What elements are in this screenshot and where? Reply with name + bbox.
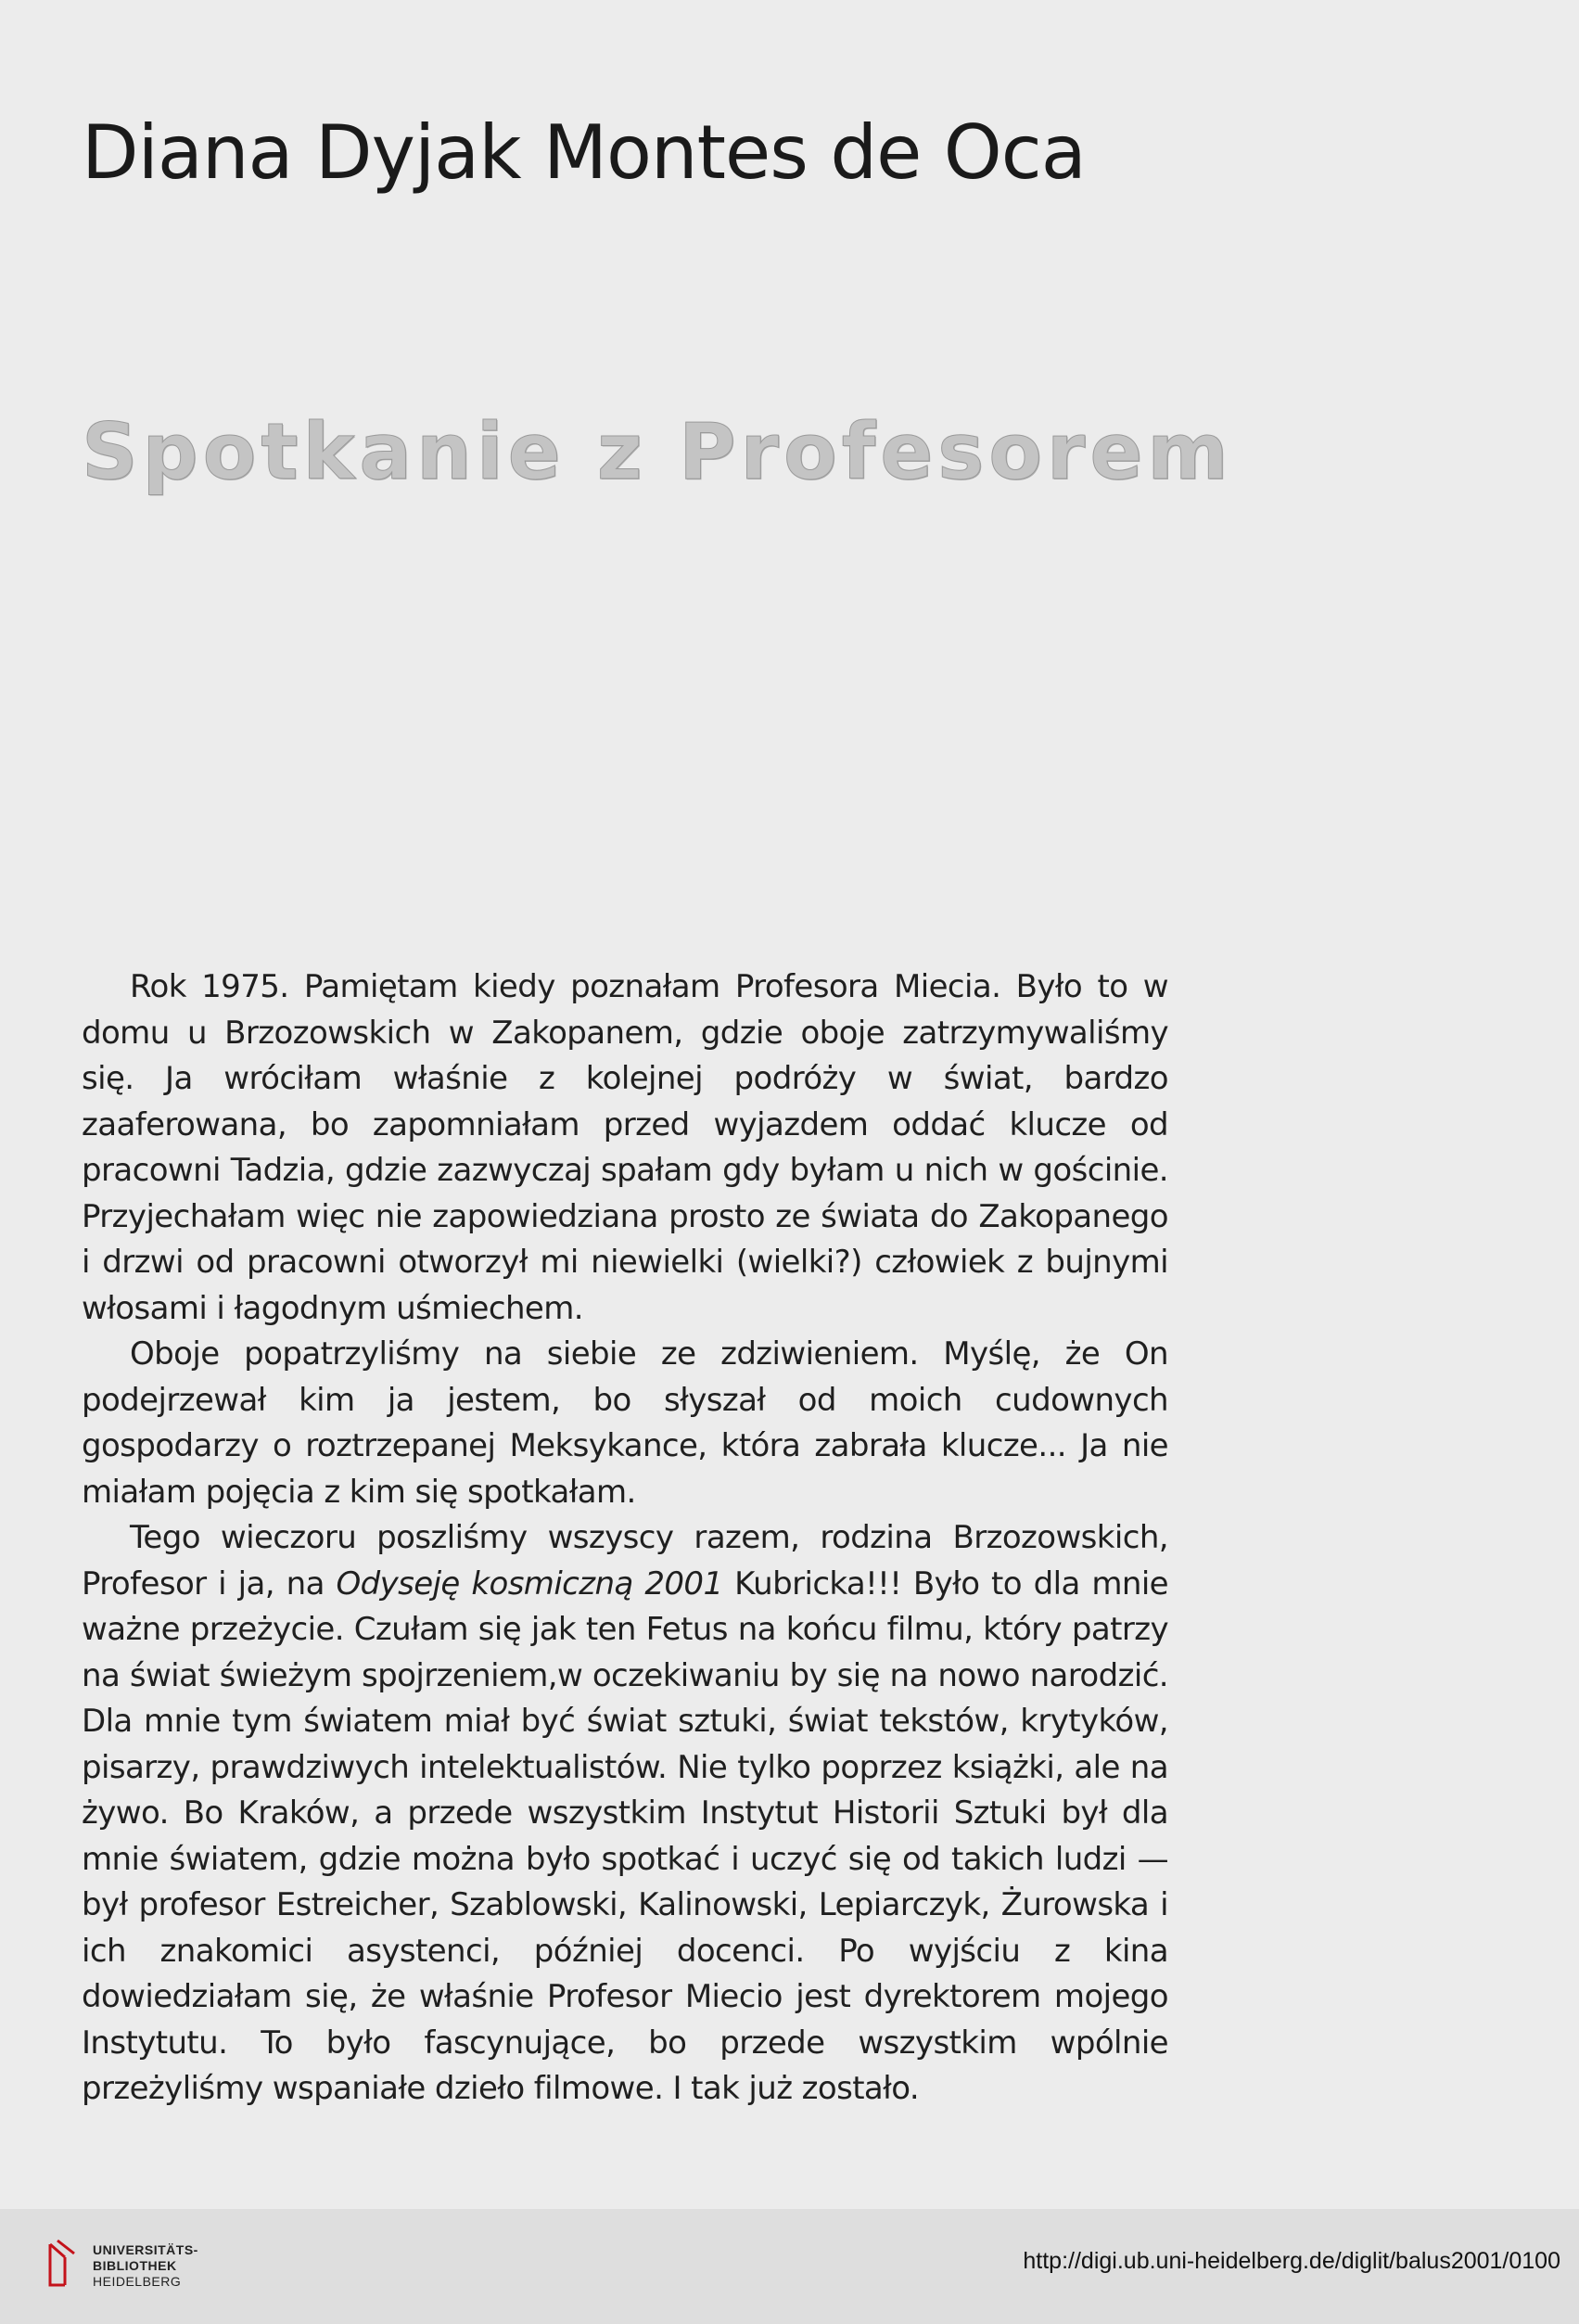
paragraph-3-end: Kubricka!!! Było to dla mnie ważne przeżycie. Czułam się jak ten Fetus na końcu filmu, który patrzy na świat świeżym spojrzeniem,w oczekiwaniu by się na nowo narodzić. Dla mnie tym światem miał być świat sztuki, świat tekstów, krytyków, pisarzy, prawdziwych intelektualistów. Nie tylko poprzez książki, ale na żywo. Bo Kraków, a przede wszystkim Instytut Historii Sztuki był dla mnie światem, gdzie można było spotkać i uczyć się od takich ludzi — był profesor Estreicher, Szablowski, Kalinowski, Lepiarczyk, Żurowska i ich znakomici asystenci, później docenci. Po wyjściu z kina dowiedziałam się, że właśnie Profesor Miecio jest dyrektorem mojego Instytutu. To było fascynujące, bo przede wszystkim wpólnie przeżyliśmy wspaniałe dzieło filmowe. I tak już zostało. xyxy=(82,1564,1169,2107)
library-name-line-1: UNIVERSITÄTS- xyxy=(93,2242,198,2257)
library-name xyxy=(93,2242,198,2290)
article-body xyxy=(82,964,1168,2113)
film-title: Odyseję kosmiczną 2001 xyxy=(336,1564,723,1603)
library-name-line-3: HEIDELBERG xyxy=(93,2274,182,2289)
digitization-footer xyxy=(0,2209,1579,2324)
paragraph-3-start: Tego wieczoru poszliśmy wszyscy razem, rodzina Brzozowskich, Profesor i ja, na xyxy=(82,1519,1168,1603)
paragraph-1: Rok 1975. Pamiętam kiedy poznałam Profesora Miecia. Było to w domu u Brzozowskich w Zakopanem, gdzie oboje zatrzymywaliśmy się. Ja wróciłam właśnie z kolejnej podróży w świat, bardzo zaaferowana, bo zapomniałam przed wyjazdem oddać klucze od pracowni Tadzia, gdzie zazwyczaj spałam gdy byłam u nich w gościnie. Przyjechałam więc nie zapowiedziana prosto ze świata do Zakopanego i drzwi od pracowni otworzył mi niewielki (wielki?) człowiek z bujnymi włosami i łagodnym uśmiechem. xyxy=(82,968,1168,1327)
paragraph-2: Oboje popatrzyliśmy na siebie ze zdziwieniem. Myślę, że On podejrzewał kim ja jestem, bo słyszał od moich cudownych gospodarzy o roztrzepanej Meksykance, która zabrała klucze... Ja nie miałam pojęcia z kim się spotkałam. xyxy=(82,1335,1168,1511)
paragraph-3 xyxy=(82,1515,1168,2113)
source-url-link[interactable]: http://digi.ub.uni-heidelberg.de/diglit/balus2001/0100 xyxy=(1023,2248,1560,2274)
article-title: Spotkanie z Profesorem xyxy=(82,406,1233,497)
library-logo-icon xyxy=(46,2237,85,2292)
library-name-line-2: BIBLIOTHEK xyxy=(93,2258,177,2273)
author-name: Diana Dyjak Montes de Oca xyxy=(82,109,1086,196)
